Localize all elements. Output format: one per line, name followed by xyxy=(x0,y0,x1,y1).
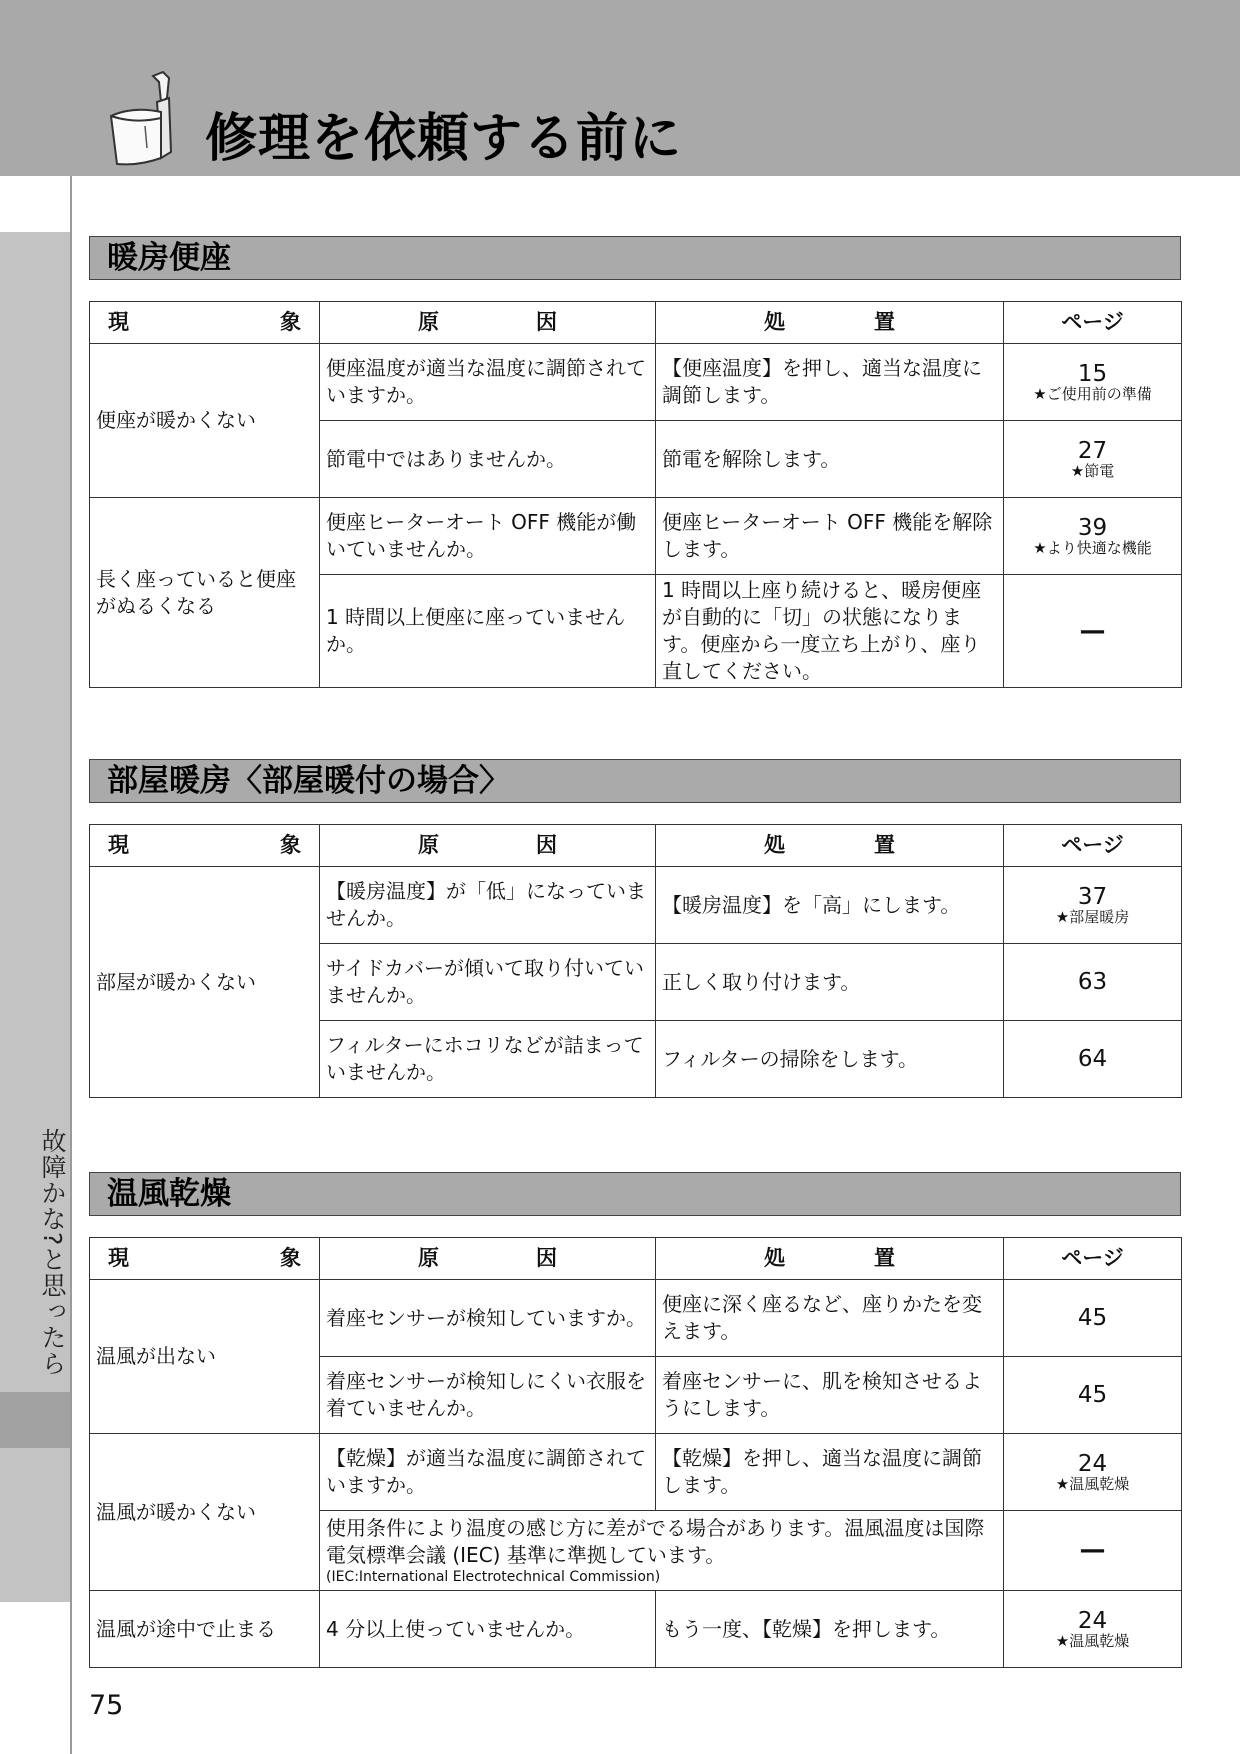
trouble-table xyxy=(89,824,1182,1098)
table-header-row xyxy=(90,302,1182,344)
col-header-page: ページ xyxy=(1004,825,1182,867)
table-row xyxy=(90,867,1182,944)
col-header-action: 処 置 xyxy=(656,1238,1004,1280)
cause-cell: 【暖房温度】が「低」になっていませんか。 xyxy=(320,867,656,944)
symptom-cell: 温風が出ない xyxy=(90,1280,320,1434)
action-cell: もう一度、【乾燥】を押します。 xyxy=(656,1591,1004,1668)
col-header-symptom: 現 象 xyxy=(90,1238,320,1280)
action-cell: 【便座温度】を押し、適当な温度に調節します。 xyxy=(656,344,1004,421)
note-cell: 使用条件により温度の感じ方に差がでる場合があります。温風温度は国際電気標準会議 (IEC) 基準に準拠しています。 (IEC:International Electrotechnical Commission) xyxy=(320,1511,1004,1591)
col-header-cause: 原 因 xyxy=(320,1238,656,1280)
action-cell: 正しく取り付けます。 xyxy=(656,944,1004,1021)
symptom-cell: 長く座っていると便座がぬるくなる xyxy=(90,498,320,688)
table-header-row xyxy=(90,825,1182,867)
page-ref-cell: 15 ★ご使用前の準備 xyxy=(1004,344,1182,421)
action-cell: 便座に深く座るなど、座りかたを変えます。 xyxy=(656,1280,1004,1357)
col-header-symptom: 現 象 xyxy=(90,825,320,867)
sidebar-tab-marker xyxy=(0,1392,70,1448)
cause-cell: 便座温度が適当な温度に調節されていますか。 xyxy=(320,344,656,421)
page-ref-cell: 64 xyxy=(1004,1021,1182,1098)
action-cell: 節電を解除します。 xyxy=(656,421,1004,498)
page-ref-cell: 63 xyxy=(1004,944,1182,1021)
page-ref-cell: 37 ★部屋暖房 xyxy=(1004,867,1182,944)
table-row xyxy=(90,498,1182,575)
section-title: 部屋暖房〈部屋暖付の場合〉 xyxy=(89,759,1181,803)
section-title: 暖房便座 xyxy=(89,236,1181,280)
page-ref-cell: — xyxy=(1004,575,1182,688)
col-header-action: 処 置 xyxy=(656,825,1004,867)
cause-cell: 着座センサーが検知していますか。 xyxy=(320,1280,656,1357)
action-cell: 便座ヒーターオート OFF 機能を解除します。 xyxy=(656,498,1004,575)
col-header-symptom: 現 象 xyxy=(90,302,320,344)
cause-cell: フィルターにホコリなどが詰まっていませんか。 xyxy=(320,1021,656,1098)
symptom-cell: 部屋が暖かくない xyxy=(90,867,320,1098)
table-row xyxy=(90,1591,1182,1668)
sidebar-chapter-label: 故障かな?と思ったら xyxy=(38,1128,67,1377)
action-cell: 【暖房温度】を「高」にします。 xyxy=(656,867,1004,944)
col-header-action: 処 置 xyxy=(656,302,1004,344)
col-header-cause: 原 因 xyxy=(320,302,656,344)
table-row xyxy=(90,1434,1182,1511)
cause-cell: 1 時間以上便座に座っていませんか。 xyxy=(320,575,656,688)
page-ref-cell: 45 xyxy=(1004,1357,1182,1434)
section-title: 温風乾燥 xyxy=(89,1172,1181,1216)
page-ref-cell: 45 xyxy=(1004,1280,1182,1357)
page-header xyxy=(0,0,1240,176)
col-header-page: ページ xyxy=(1004,1238,1182,1280)
col-header-cause: 原 因 xyxy=(320,825,656,867)
action-cell: フィルターの掃除をします。 xyxy=(656,1021,1004,1098)
page-number: 75 xyxy=(89,1690,124,1721)
trouble-table xyxy=(89,1237,1182,1668)
symptom-cell: 温風が暖かくない xyxy=(90,1434,320,1591)
cause-cell: サイドカバーが傾いて取り付いていませんか。 xyxy=(320,944,656,1021)
sidebar-divider xyxy=(70,176,72,1754)
cause-cell: 【乾燥】が適当な温度に調節されていますか。 xyxy=(320,1434,656,1511)
table-row xyxy=(90,344,1182,421)
table-header-row xyxy=(90,1238,1182,1280)
page-ref-cell: — xyxy=(1004,1511,1182,1591)
action-cell: 着座センサーに、肌を検知させるようにします。 xyxy=(656,1357,1004,1434)
symptom-cell: 便座が暖かくない xyxy=(90,344,320,498)
cause-cell: 4 分以上使っていませんか。 xyxy=(320,1591,656,1668)
cause-cell: 便座ヒーターオート OFF 機能が働いていませんか。 xyxy=(320,498,656,575)
table-row xyxy=(90,1280,1182,1357)
action-cell: 1 時間以上座り続けると、暖房便座が自動的に「切」の状態になります。便座から一度立ち上がり、座り直してください。 xyxy=(656,575,1004,688)
action-cell: 【乾燥】を押し、適当な温度に調節します。 xyxy=(656,1434,1004,1511)
page-title: 修理を依頼する前に xyxy=(205,109,683,169)
page-ref-cell: 39 ★より快適な機能 xyxy=(1004,498,1182,575)
page-ref-cell: 24 ★温風乾燥 xyxy=(1004,1434,1182,1511)
symptom-cell: 温風が途中で止まる xyxy=(90,1591,320,1668)
page-ref-cell: 24 ★温風乾燥 xyxy=(1004,1591,1182,1668)
trouble-table xyxy=(89,301,1182,688)
page-ref-cell: 27 ★節電 xyxy=(1004,421,1182,498)
cause-cell: 節電中ではありませんか。 xyxy=(320,421,656,498)
toilet-icon xyxy=(103,68,183,170)
cause-cell: 着座センサーが検知しにくい衣服を着ていませんか。 xyxy=(320,1357,656,1434)
col-header-page: ページ xyxy=(1004,302,1182,344)
